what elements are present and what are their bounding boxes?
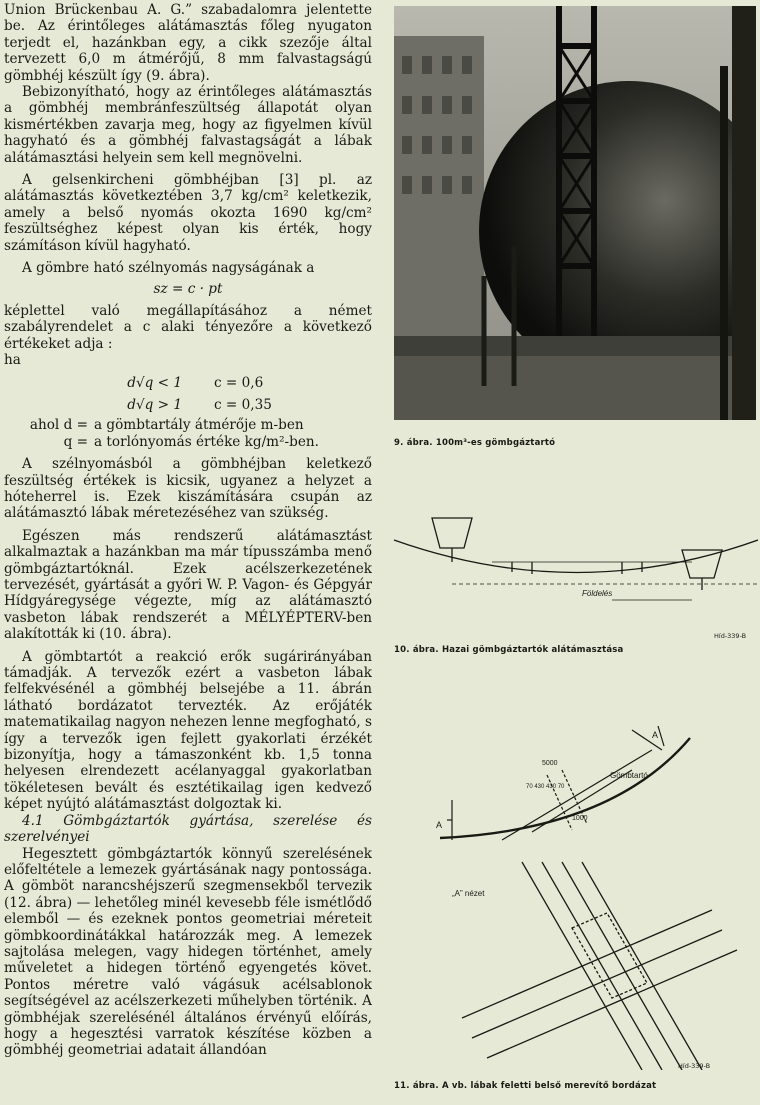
ground-label: Földelés [582,589,613,598]
rib-layout-drawing [422,720,722,855]
paragraph: Hegesztett gömbgáztartók könnyű szerelésének előfeltétele a lemezek gyártásának nagy pontossága. A gömböt narancshéjszerű szegmensekből tervezik (12. ábra) — lehetőleg minél kevesebb féle ismétlődő elemből — és ezeknek pontos geometriai méreteit gömbkoordinátákkal határozzák meg. A lemezek sajtolása melegen, vagy hidegen történhet, amely műveletet a hidegen történő egyengetés követ. Pontos méretre való vágásuk acélsablonok segítségével az acélszerkezeti műhelyben történik. A gömbhéjak szerelésénél általános érvényű előírás, hogy a hegesztési varratok készítése közben a gömbhéj geometriai adatait állandóan [4,845,372,1059]
paragraph: Union Brückenbau A. G.” szabadalomra jelentette be. Az érintőleges alátámasztás főleg nyugaton terjedt el, hazánkban egy, a cikk szezője által tervezett 6,0 m átmérőjű, 8 mm falvastagságú gömbhéj készült így (9. ábra). [4,2,372,84]
view-a-drawing [392,858,758,1070]
paragraph: A gömbre ható szélnyomás nagyságának a [22,260,315,277]
condition-rhs: c = 0,35 [214,396,272,413]
definition-text: a torlónyomás értéke kg/m²-ben. [94,433,319,450]
dimension-label: 5000 [542,760,558,767]
figure-10-ref: Híd-339-B [714,632,747,640]
dimension-label: 70 430 430 70 [526,784,565,790]
definition-symbol: q = [63,433,88,450]
definition-text: a gömbtartály átmérője m-ben [94,417,304,434]
paragraph: A szélnyomásból a gömbhéjban keletkező feszültség értékek is kicsik, ugyanez a helyzet a hóteherrel is. Ezek kiszámítására csupán az alátámasztó lábak méretezéséhez van szükség. [4,456,372,522]
dimension-label: 1000 [572,815,588,822]
figure-11-caption: 11. ábra. A vb. lábak feletti belső merevítő bordázat [394,1081,657,1091]
paragraph: Egészen más rendszerű alátámasztást alkalmaztak a hazánkban ma már típusszámba menő gömbgáztartóknál. Ezek acélszerkezetének tervezését, gyártását a győri W. P. Vagon- és Gépgyár Hídgyáregysége végezte, míg az alátámasztó vasbeton lábak rendszerét a MÉLYÉPTERV-ben alakították ki (10. ábra). [4,527,372,643]
support-drawing [392,500,758,635]
figure-10-caption: 10. ábra. Hazai gömbgáztartók alátámasztása [394,645,624,655]
paragraph: Bebizonyítható, hogy az érintőleges alátámasztás a gömbhéj membránfeszültség állapotát olyan kismértékben zavarja meg, hogy az figyelmen kívül hagyható és a gömbhéj falvastagságát a lábak alátámasztási helyein sem kell megnövelni. [4,84,372,166]
paragraph: A gömbtartót a reakció erők sugárirányában támadják. A tervezők ezért a vasbeton lábak felfekvésénél a gömbhéj belsejébe a 11. ábrán látható bordázatot tervezték. Az erőjáték matematikailag nagyon nehezen lenne megfogható, s így a tervezők igen fejlett gyakorlati érzékét bizonyítja, hogy a támaszonként kb. 1,5 tonna helyesen elrendezett acélanyaggal gyakorlatban tökéletesen bevált és esztétikailag igen kedvező képet nyújtó alátámasztást dolgoztak ki. [4,648,372,813]
gombtarto-label: Gömbtartó [610,771,648,780]
definition-symbol: ahol d = [29,417,88,434]
figure-column [392,0,758,1105]
paragraph: A gelsenkircheni gömbhéjban [3] pl. az alátámasztás következtében 3,7 kg/cm² keletkezik, amely a belső nyomás okozta 1690 kg/cm² feszültséghez képest olyan kis érték, hogy számításon kívül hagyható. [4,172,372,254]
section-heading: 4.1 Gömbgáztartók gyártása, szerelése és szerelvényei [4,812,372,846]
gas-holder-photo [394,6,756,420]
definition-row [4,434,372,450]
view-a-label: „A” nézet [452,889,485,898]
section-a-label: A [652,730,659,740]
condition-lhs: d√q < 1 [127,374,182,391]
main-text-column [4,2,372,1102]
paragraph: képlettel való megállapításához a német szabályrendelet a c alaki tényezőre a következő értékeket adja : [4,302,372,352]
formula-wind-pressure: sz = c · pt [153,280,223,297]
definition-row [4,417,372,433]
condition-row-1 [4,375,372,391]
figure-9-caption: 9. ábra. 100m³-es gömbgáztartó [394,438,556,448]
condition-rhs: c = 0,6 [214,374,264,391]
condition-lhs: d√q > 1 [127,396,182,413]
figure-11-ref: Híd-339-B [678,1062,711,1070]
section-a-label: A [436,820,443,830]
condition-row-2 [4,397,372,413]
condition-intro: ha [4,352,21,369]
photo-illustration [394,6,756,420]
